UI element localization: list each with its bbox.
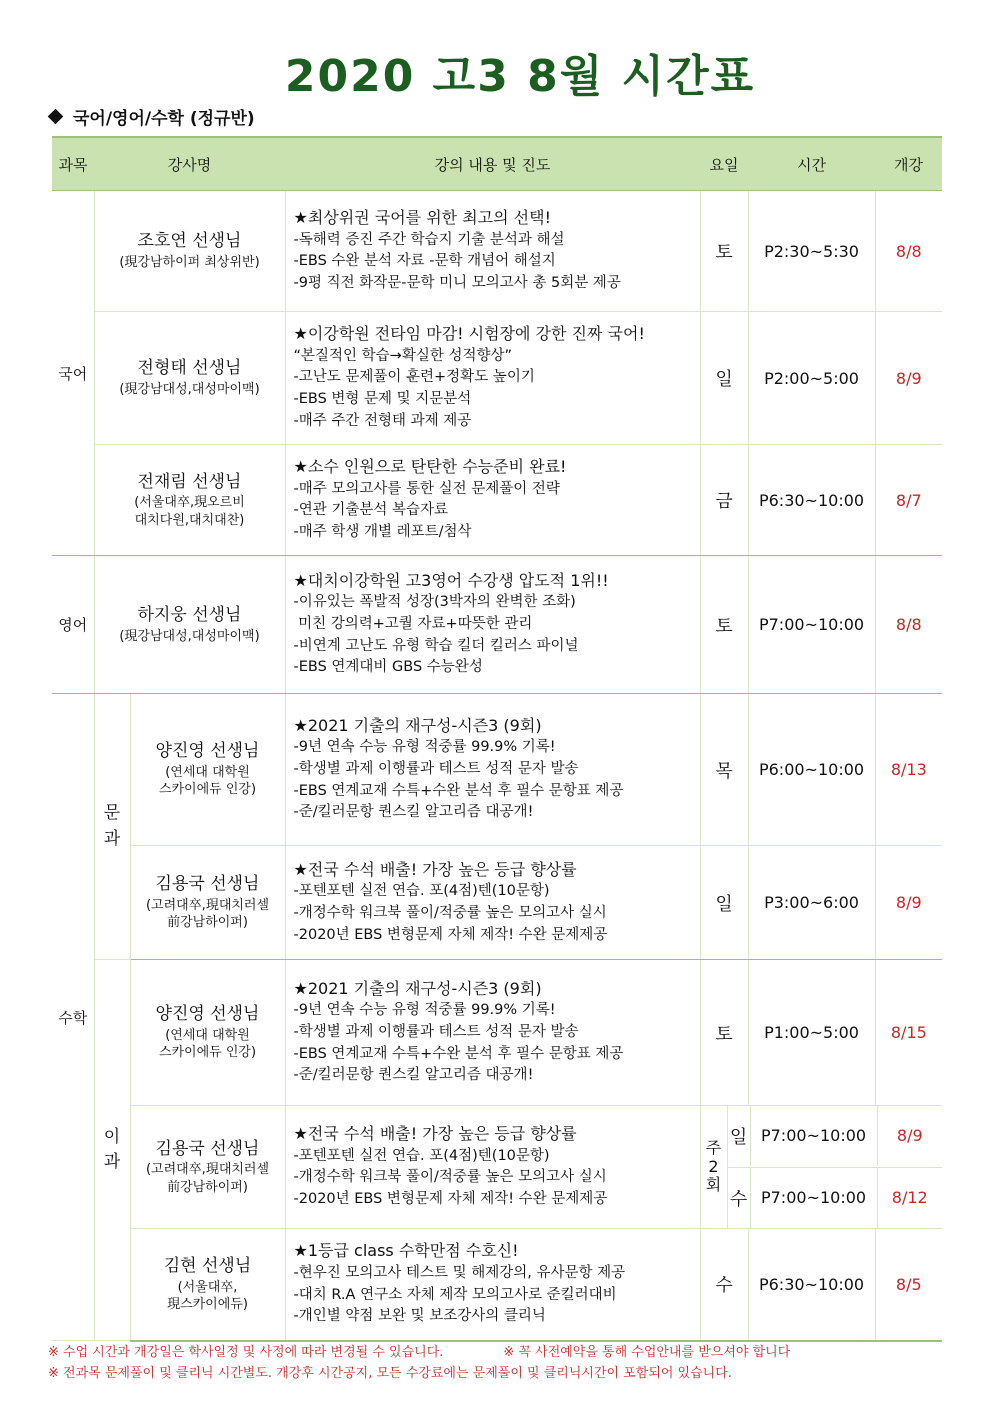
teacher-affiliation: (고려대卒,現대치러셀 (145, 1162, 270, 1178)
class-day: 수 (729, 1188, 748, 1210)
lecture-content (285, 191, 700, 312)
teacher-affiliation: (서울대卒,現오르비 (134, 495, 245, 511)
lecture-headline: ★전국 수석 배출! 가장 높은 등급 향상률 (293, 1124, 577, 1144)
section-label: 국어/영어/수학 (정규반) (73, 109, 255, 129)
teacher-cell (94, 445, 285, 556)
class-time: P7:00~10:00 (750, 1168, 877, 1228)
schedule-table (52, 136, 942, 1342)
teacher-name: 김현 선생님 (163, 1255, 252, 1276)
class-day: 일 (700, 312, 748, 445)
lecture-line: -학생별 과제 이행률과 테스트 성적 문자 발송 (293, 1023, 579, 1040)
class-day: 일 (729, 1127, 748, 1149)
teacher-affiliation: (연세대 대학원 (165, 764, 250, 780)
class-time: P7:00~10:00 (748, 556, 875, 694)
lecture-line: -매주 주간 전형태 과제 제공 (293, 412, 472, 429)
header-day-time (700, 137, 875, 191)
teacher-affiliation: 前강남하이퍼) (167, 915, 248, 931)
lecture-content (285, 846, 700, 960)
header-content: 강의 내용 및 진도 (285, 137, 700, 191)
lecture-line: -EBS 변형 문제 및 지문분석 (293, 391, 472, 408)
teacher-name: 김용국 선생님 (155, 1138, 260, 1159)
table-row (52, 445, 942, 556)
lecture-headline: ★2021 기출의 재구성-시즌3 (9회) (293, 715, 542, 735)
twice-weekly-label (701, 1106, 728, 1228)
table-row (52, 846, 942, 960)
teacher-name: 조호연 선생님 (137, 231, 242, 252)
lecture-line: -개정수학 워크북 풀이/적중률 높은 모의고사 실시 (293, 904, 607, 921)
class-day: 토 (700, 960, 748, 1106)
teacher-name: 김용국 선생님 (155, 874, 260, 895)
header-open: 개강 (875, 137, 942, 191)
lecture-line: -포텐포텐 실전 연습. 포(4점)텐(10문항) (293, 1147, 550, 1164)
start-date: 8/7 (875, 445, 942, 556)
header-subject: 과목 (52, 137, 94, 191)
table-row (52, 312, 942, 445)
lecture-line: -매주 학생 개별 레포트/첨삭 (293, 524, 472, 541)
start-date: 8/12 (877, 1168, 943, 1228)
lecture-line: -이유있는 폭발적 성장(3박자의 완벽한 조화) (293, 594, 576, 611)
track-science (94, 960, 130, 1341)
teacher-affiliation: 대치다원,대치대찬) (134, 512, 245, 528)
diamond-bullet-icon (48, 109, 64, 125)
table-row (52, 1229, 942, 1341)
session-row (728, 1106, 943, 1168)
lecture-headline: ★이강학원 전타임 마감! 시험장에 강한 진짜 국어! (293, 324, 645, 344)
start-date: 8/8 (875, 191, 942, 312)
twice-weekly-text: 주2회 (705, 1138, 722, 1195)
class-day: 금 (700, 445, 748, 556)
lecture-content (285, 312, 700, 445)
class-day: 목 (700, 694, 748, 846)
track-label: 이과 (103, 1126, 121, 1172)
class-time: P6:00~10:00 (748, 694, 875, 846)
lecture-line: -준/킬러문항 퀀스킬 알고리즘 대공개! (293, 804, 534, 821)
lecture-content (285, 1106, 700, 1229)
class-time: P6:30~10:00 (748, 445, 875, 556)
header-day: 요일 (709, 155, 739, 174)
lecture-line: -학생별 과제 이행률과 테스트 성적 문자 발송 (293, 760, 579, 777)
class-day: 일 (700, 846, 748, 960)
lecture-headline: ★2021 기출의 재구성-시즌3 (9회) (293, 978, 542, 998)
session-row (728, 1168, 943, 1229)
class-time: P2:30~5:30 (748, 191, 875, 312)
lecture-line: -매주 모의고사를 통한 실전 문제풀이 전략 (293, 480, 560, 497)
footnote-reservation: ※ 꼭 사전예약을 통해 수업안내를 받으셔야 합니다 (503, 1345, 791, 1360)
start-date: 8/9 (875, 312, 942, 445)
page-title: 2020 고3 8월 시간표 (284, 51, 756, 102)
subject-math: 수학 (52, 694, 94, 1341)
lecture-headline: ★소수 인원으로 탄탄한 수능준비 완료! (293, 457, 567, 477)
teacher-name: 전재림 선생님 (137, 471, 242, 492)
teacher-cell (94, 191, 285, 312)
lecture-content (285, 960, 700, 1106)
section-heading (50, 104, 255, 129)
teacher-affiliation: (現강남대성,대성마이맥) (119, 382, 260, 398)
teacher-name: 전형태 선생님 (137, 358, 242, 379)
lecture-line: -준/킬러문항 퀀스킬 알고리즘 대공개! (293, 1067, 534, 1084)
class-time: P7:00~10:00 (750, 1106, 877, 1166)
footnote-clinic: ※ 전과목 문제풀이 및 클리닉 시간별도. 개강후 시간공지, 모든 수강료에는 문제풀이 및 클리닉시간이 포함되어 있습니다. (48, 1366, 732, 1382)
start-date: 8/5 (875, 1229, 942, 1341)
lecture-headline: ★전국 수석 배출! 가장 높은 등급 향상률 (293, 859, 577, 879)
teacher-affiliation: (고려대卒,現대치러셀 (145, 897, 270, 913)
teacher-name: 하지웅 선생님 (137, 604, 242, 625)
lecture-line: -EBS 연계대비 GBS 수능완성 (293, 659, 483, 676)
class-day: 수 (700, 1229, 748, 1341)
class-day: 토 (700, 191, 748, 312)
class-time: P1:00~5:00 (748, 960, 875, 1106)
lecture-line: -대치 R.A 연구소 자체 제작 모의고사로 준킬러대비 (293, 1286, 617, 1303)
start-date: 8/9 (877, 1106, 943, 1166)
start-date: 8/13 (875, 694, 942, 846)
track-liberal-arts (94, 694, 130, 960)
footnote-line (48, 1342, 790, 1363)
lecture-line: -2020년 EBS 변형문제 자체 제작! 수완 문제제공 (293, 926, 608, 943)
lecture-line: -9년 연속 수능 유형 적중률 99.9% 기록! (293, 1002, 556, 1019)
teacher-name: 양진영 선생님 (155, 741, 260, 762)
table-row (52, 694, 942, 846)
teacher-affiliation: 스카이에듀 인강) (158, 782, 257, 798)
teacher-cell (94, 312, 285, 445)
teacher-affiliation: 前강남하이퍼) (167, 1179, 248, 1195)
lecture-content (285, 445, 700, 556)
teacher-affiliation: 現스카이에듀) (167, 1297, 248, 1313)
lecture-line: 미친 강의력+고퀄 자료+따뜻한 관리 (293, 615, 533, 632)
subject-korean: 국어 (52, 191, 94, 556)
lecture-line: -비연계 고난도 유형 학습 킬더 킬러스 파이널 (293, 637, 579, 654)
lecture-line: -개정수학 워크북 풀이/적중률 높은 모의고사 실시 (293, 1169, 607, 1186)
table-row (52, 556, 942, 694)
teacher-affiliation: (現강남대성,대성마이맥) (119, 628, 260, 644)
lecture-line: -포텐포텐 실전 연습. 포(4점)텐(10문항) (293, 883, 550, 900)
teacher-cell (130, 960, 285, 1106)
teacher-affiliation: (現강남하이퍼 최상위반) (119, 255, 260, 271)
start-date: 8/8 (875, 556, 942, 694)
class-day: 토 (700, 556, 748, 694)
teacher-name: 양진영 선생님 (155, 1004, 260, 1025)
class-time: P3:00~6:00 (748, 846, 875, 960)
lecture-line: -9년 연속 수능 유형 적중률 99.9% 기록! (293, 739, 556, 756)
start-date: 8/9 (875, 846, 942, 960)
lecture-headline: ★1등급 class 수학만점 수호신! (293, 1241, 519, 1261)
lecture-line: -개인별 약점 보완 및 보조강사의 클리닉 (293, 1308, 546, 1325)
lecture-line: -EBS 연계교재 수특+수완 분석 후 필수 문항표 제공 (293, 1045, 624, 1062)
lecture-line: -연관 기출분석 복습자료 (293, 502, 449, 519)
lecture-line: -독해력 증진 주간 학습지 기출 분석과 해설 (293, 231, 565, 248)
lecture-line: -고난도 문제풀이 훈련+정확도 높이기 (293, 369, 535, 386)
teacher-cell (130, 1229, 285, 1341)
lecture-line: -EBS 연계교재 수특+수완 분석 후 필수 문항표 제공 (293, 782, 624, 799)
header-teacher: 강사명 (94, 137, 285, 191)
subject-english: 영어 (52, 556, 94, 694)
teacher-cell (130, 846, 285, 960)
teacher-cell (130, 694, 285, 846)
lecture-headline: ★최상위권 국어를 위한 최고의 선택! (293, 208, 552, 228)
table-row (52, 960, 942, 1106)
teacher-affiliation: (서울대卒, (177, 1279, 238, 1295)
lecture-line: “본질적인 학습→확실한 성적향상” (293, 347, 512, 364)
table-row (52, 1106, 942, 1229)
track-label: 문과 (103, 803, 121, 849)
footnote-schedule-change: ※ 수업 시간과 개강일은 학사일정 및 사정에 따라 변경될 수 있습니다. (48, 1345, 444, 1360)
lecture-line: -EBS 수완 분석 자료 -문학 개념어 해설지 (293, 253, 556, 270)
footnotes (48, 1342, 790, 1385)
lecture-headline: ★대치이강학원 고3영어 수강생 압도적 1위!! (293, 570, 609, 590)
class-time: P2:00~5:00 (748, 312, 875, 445)
header-time: 시간 (797, 155, 827, 174)
table-row (52, 191, 942, 312)
teacher-affiliation: (연세대 대학원 (165, 1027, 250, 1043)
teacher-cell (130, 1106, 285, 1229)
class-time: P6:30~10:00 (748, 1229, 875, 1341)
teacher-cell (94, 556, 285, 694)
teacher-affiliation: 스카이에듀 인강) (158, 1045, 257, 1061)
header-row (52, 137, 942, 191)
lecture-line: -현우진 모의고사 테스트 및 해제강의, 유사문항 제공 (293, 1264, 626, 1281)
start-date: 8/15 (875, 960, 942, 1106)
lecture-content (285, 1229, 700, 1341)
lecture-content (285, 694, 700, 846)
lecture-line: -2020년 EBS 변형문제 자체 제작! 수완 문제제공 (293, 1191, 608, 1208)
twice-weekly-block (700, 1106, 942, 1229)
lecture-content (285, 556, 700, 694)
lecture-line: -9평 직전 화작문-문학 미니 모의고사 총 5회분 제공 (293, 275, 621, 292)
